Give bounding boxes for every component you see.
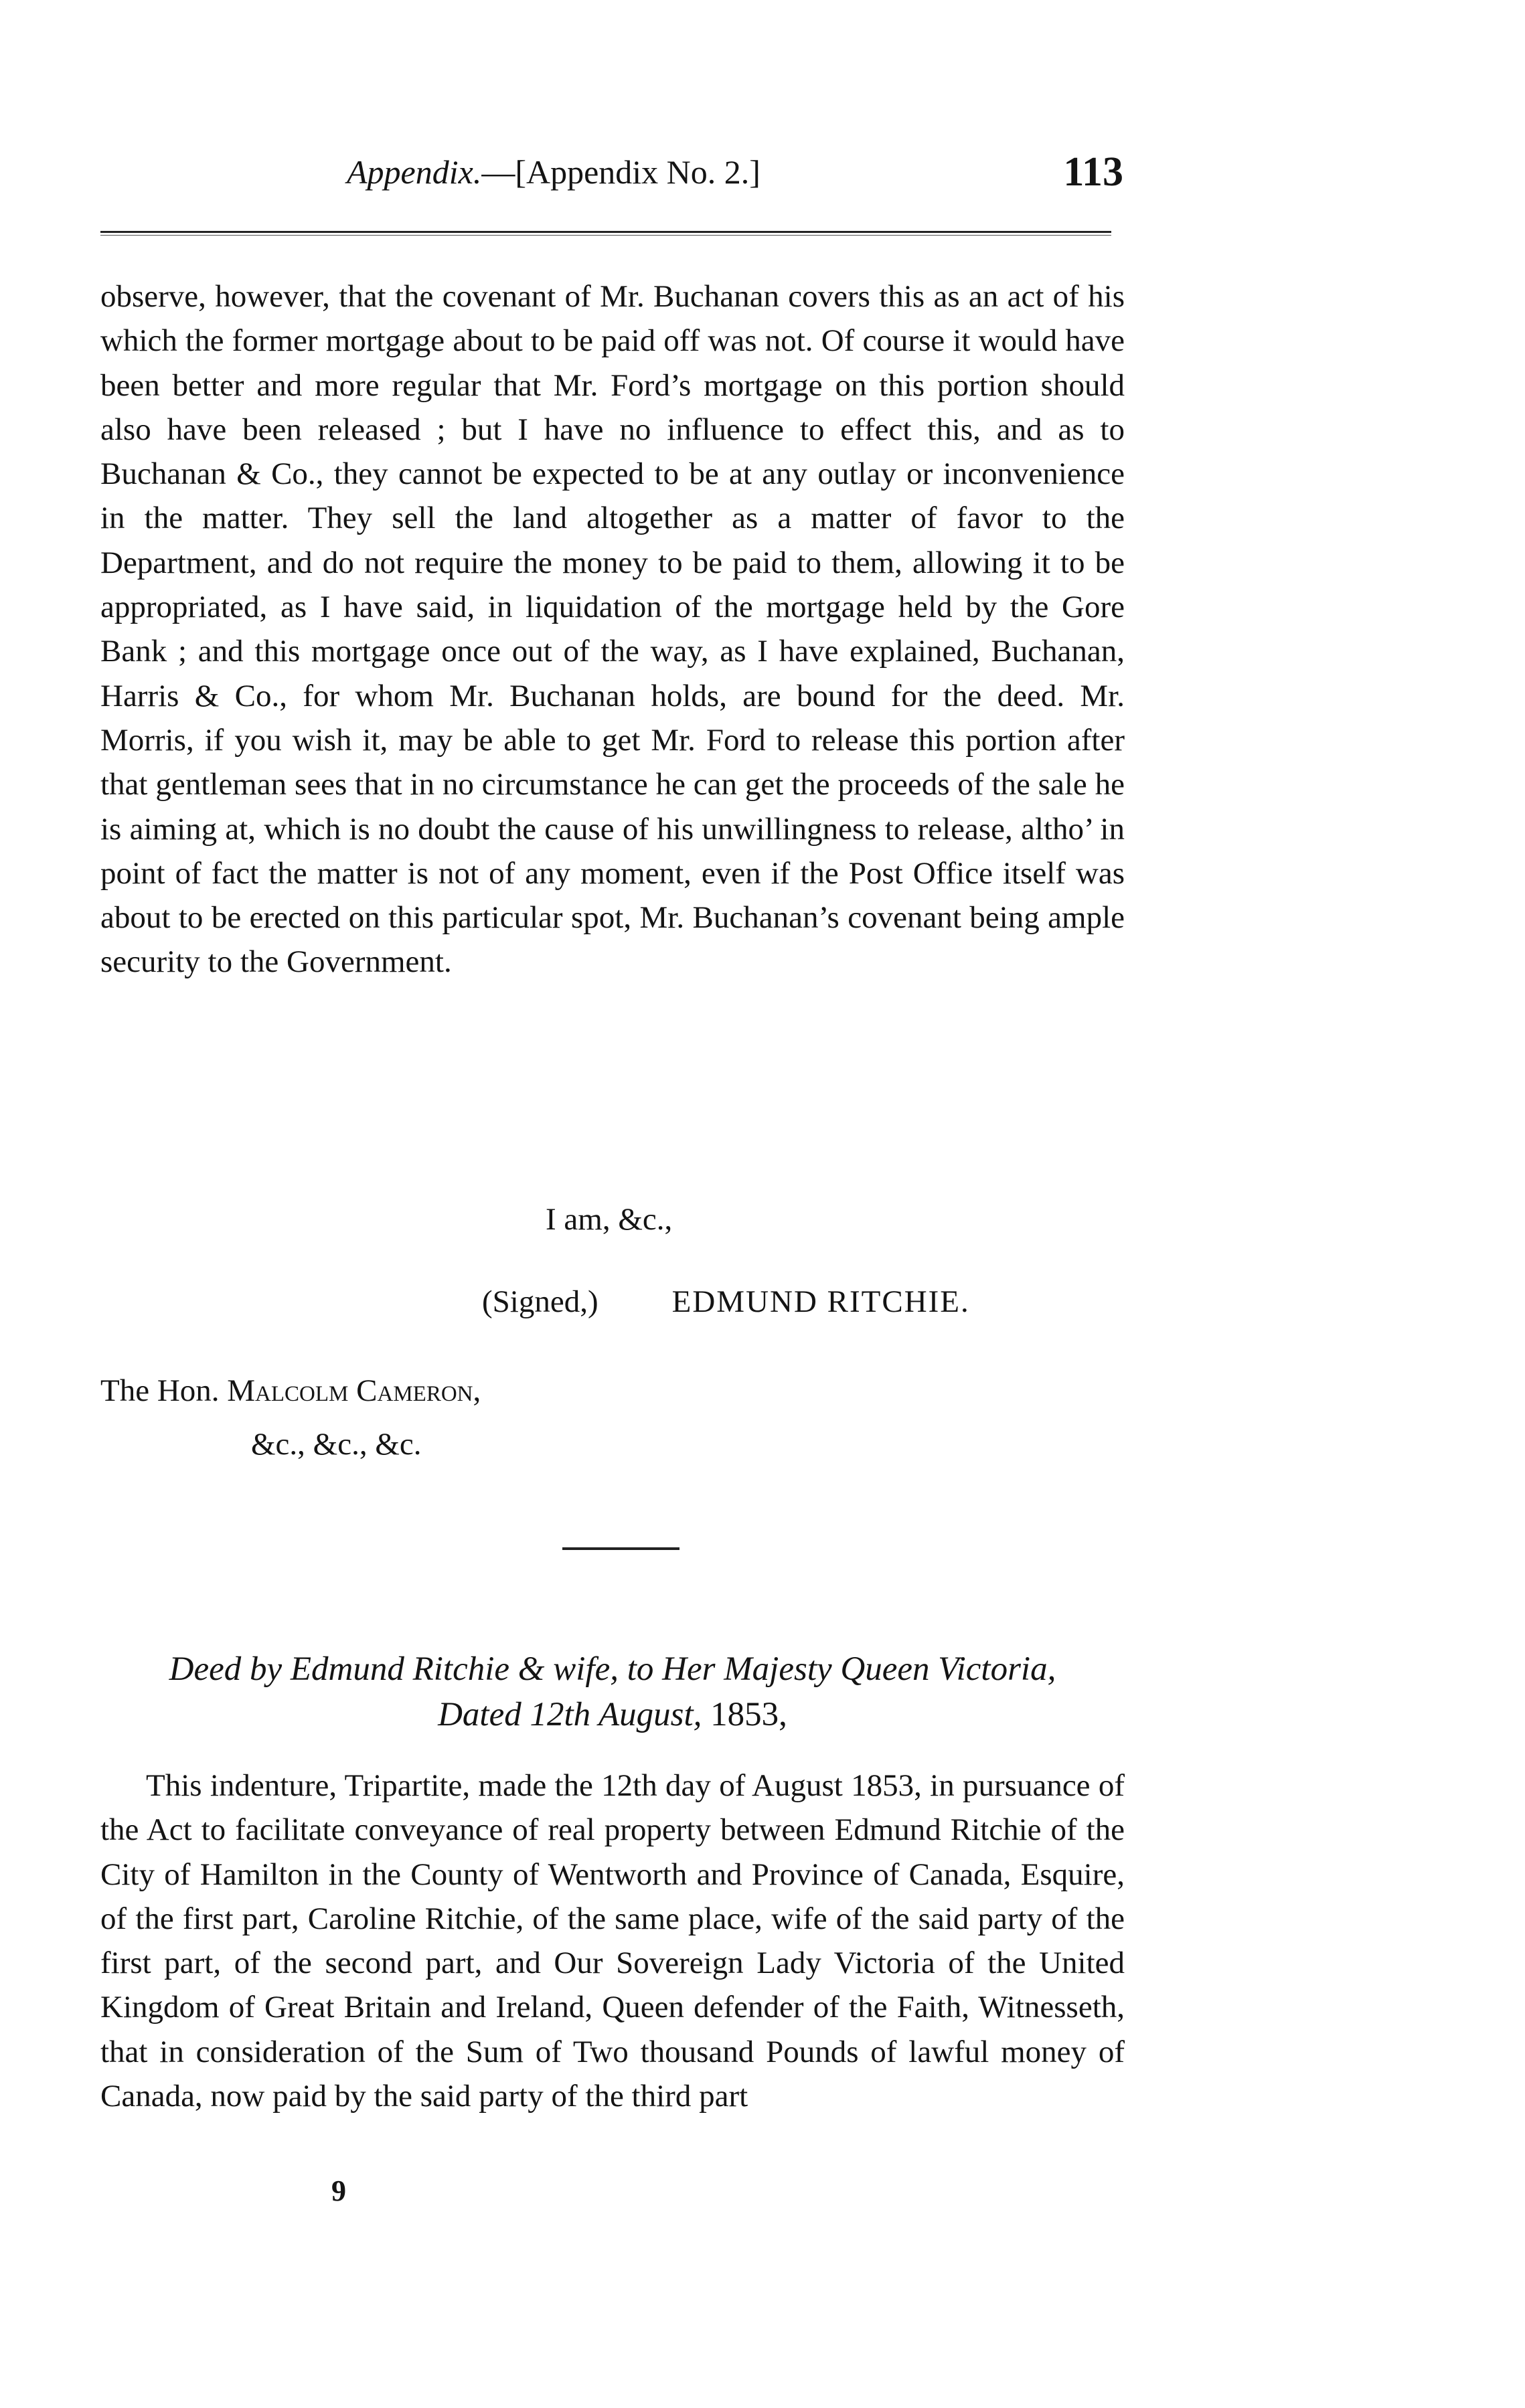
addressee-etc: &c., &c., &c. <box>251 1427 422 1462</box>
deed-date: Dated 12th August, <box>438 1696 711 1733</box>
deed-heading-part-b: wife, to Her Majesty Queen Victoria, <box>544 1650 1056 1688</box>
signature-line <box>482 1284 970 1320</box>
addressee-prefix: The Hon. <box>100 1373 220 1408</box>
addressee <box>100 1364 481 1471</box>
deed-heading-line-2 <box>100 1692 1125 1737</box>
page-number: 113 <box>1063 149 1123 195</box>
header-rule <box>100 231 1111 236</box>
letter-closing: I am, &c., <box>546 1202 673 1237</box>
deed-body: This indenture, Tripartite, made the 12th day of August 1853, in pursuance of the Act to facilitate conveyance of real property between Edmund Ritchie of the City of Hamilton in the County of Wentworth and Province of Canada, Esquire, of the first part, Caroline Ritchie, of the same place, wife of the said party of the first part, of the second part, and Our Sovereign Lady Victoria of the United Kingdom of Great Britain and Ireland, Queen defender of the Faith, Witnesseth, that in consideration of the Sum of Two thousand Pounds of lawful money of Canada, now paid by the said party of the third part <box>100 1768 1125 2114</box>
page-header <box>99 149 1123 213</box>
section-divider <box>562 1547 679 1550</box>
signed-label: (Signed,) <box>482 1284 598 1319</box>
deed-heading-ampersand: & <box>517 1650 545 1688</box>
running-head-italic: Appendix. <box>347 153 482 191</box>
deed-heading-part-a: Deed by Edmund Ritchie <box>169 1650 518 1688</box>
signatory-name: EDMUND RITCHIE. <box>671 1284 970 1319</box>
deed-heading <box>100 1646 1125 1737</box>
deed-heading-line-1 <box>100 1646 1125 1692</box>
deed-year: 1853, <box>710 1696 787 1733</box>
running-head-section: —[Appendix No. 2.] <box>481 153 760 191</box>
letter-body: observe, however, that the covenant of Mr. Buchanan covers this as an act of his which the former mortgage about to be paid off was not. Of course it would have been better and more regular that Mr. Ford’s mortgage on this portion should also have been released ; but I have no influence to effect this, and as to Buchanan & Co., they cannot be expected to be at any outlay or inconvenience in the matter. They sell the land altogether as a matter of favor to the Department, and do not require the money to be paid to them, allowing it to be appropriated, as I have said, in liquidation of the mortgage held by the Gore Bank ; and this mortgage once out of the way, as I have explained, Buchanan, Harris & Co., for whom Mr. Buchanan holds, are bound for the deed. Mr. Morris, if you wish it, may be able to get Mr. Ford to release this portion after that gentleman sees that in no circumstance he can get the proceeds of the sale he is aiming at, which is no doubt the cause of his unwillingness to release, altho’ in point of fact the matter is not of any moment, even if the Post Office itself was about to be erected on this particular spot, Mr. Buchanan’s covenant being ample security to the Government. <box>100 279 1125 980</box>
signature-mark: 9 <box>331 2174 346 2207</box>
addressee-name: Malcolm Cameron, <box>227 1373 481 1408</box>
running-head <box>347 153 760 191</box>
